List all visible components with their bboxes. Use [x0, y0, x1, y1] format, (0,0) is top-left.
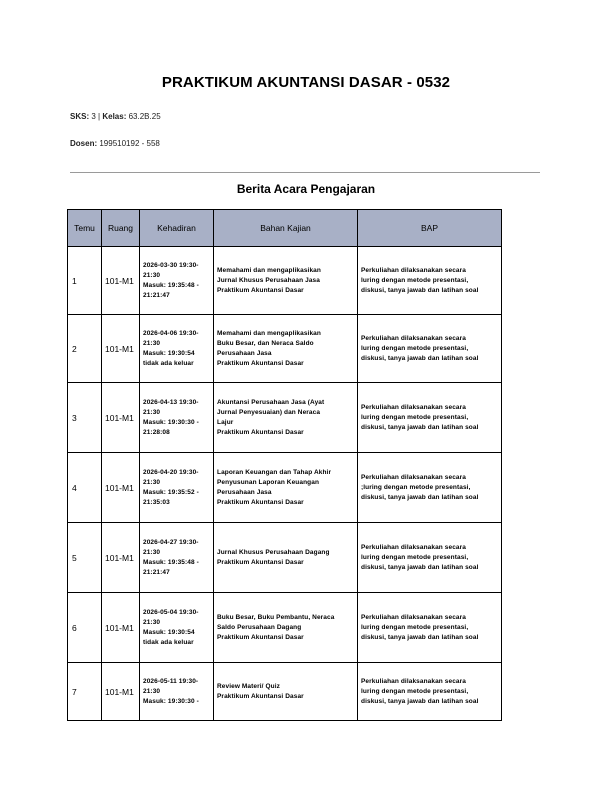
- bahan-line: Jurnal Khusus Perusahaan Jasa: [217, 276, 320, 284]
- bap-line: diskusi, tanya jawab dan latihan soal: [361, 633, 479, 641]
- kehadiran-line: Masuk: 19:35:52 -: [143, 488, 199, 496]
- kehadiran-line: Masuk: 19:35:48 -: [143, 281, 199, 289]
- table-row: [68, 593, 502, 663]
- sks-kelas-line: SKS: 3 | Kelas: 63.2B.25: [70, 112, 161, 121]
- column-header-bahan-kajian: Bahan Kajian: [214, 210, 358, 247]
- bap-line: diskusi, tanya jawab dan latihan soal: [361, 354, 479, 362]
- bap-line: diskusi, tanya jawab dan latihan soal: [361, 493, 479, 501]
- bap-line: Perkuliahan dilaksanakan secara: [361, 473, 466, 481]
- berita-acara-table: [67, 209, 502, 721]
- kehadiran-line: 2026-04-27 19:30-21:30: [143, 538, 199, 556]
- cell-ruang: 101-M1: [102, 247, 140, 315]
- bap-line: Perkuliahan dilaksanakan secara: [361, 677, 466, 685]
- cell-bahan: [214, 593, 358, 663]
- bahan-line: Buku Besar, dan Neraca Saldo: [217, 339, 314, 347]
- cell-temu: 4: [68, 453, 102, 523]
- cell-bap: [358, 315, 502, 383]
- bahan-line: Penyusunan Laporan Keuangan: [217, 478, 320, 486]
- cell-temu: 2: [68, 315, 102, 383]
- kehadiran-line: tidak ada keluar: [143, 638, 194, 646]
- bahan-line: Praktikum Akuntansi Dasar: [217, 428, 304, 436]
- kehadiran-line: 21:35:03: [143, 498, 170, 506]
- cell-ruang: 101-M1: [102, 383, 140, 453]
- cell-kehadiran: [140, 523, 214, 593]
- column-header-bap: BAP: [358, 210, 502, 247]
- cell-kehadiran: [140, 663, 214, 721]
- bahan-line: Laporan Keuangan dan Tahap Akhir: [217, 468, 332, 476]
- divider: [70, 172, 540, 173]
- bahan-line: Lajur: [217, 418, 234, 426]
- cell-temu: 1: [68, 247, 102, 315]
- column-header-temu: Temu: [68, 210, 102, 247]
- bap-line: luring dengan metode presentasi,: [361, 553, 469, 561]
- cell-bahan: [214, 523, 358, 593]
- bap-line: diskusi, tanya jawab dan latihan soal: [361, 563, 479, 571]
- kehadiran-line: 2026-04-06 19:30-21:30: [143, 329, 199, 347]
- cell-ruang: 101-M1: [102, 453, 140, 523]
- dosen-line: [70, 139, 160, 148]
- bap-line: ;luring dengan metode presentasi,: [361, 483, 471, 491]
- cell-bahan: [214, 453, 358, 523]
- bahan-line: Perusahaan Jasa: [217, 488, 272, 496]
- table-row: [68, 663, 502, 721]
- kehadiran-line: 2026-05-04 19:30-21:30: [143, 608, 199, 626]
- cell-bap: [358, 453, 502, 523]
- kehadiran-line: Masuk: 19:30:30 -: [143, 418, 199, 426]
- cell-temu: 6: [68, 593, 102, 663]
- bahan-line: Akuntansi Perusahaan Jasa (Ayat: [217, 398, 325, 406]
- kehadiran-line: Masuk: 19:35:48 -: [143, 558, 199, 566]
- kehadiran-line: 21:21:47: [143, 568, 170, 576]
- kelas-label: Kelas:: [102, 112, 127, 121]
- cell-ruang: 101-M1: [102, 593, 140, 663]
- bap-line: luring dengan metode presentasi,: [361, 623, 469, 631]
- bap-line: diskusi, tanya jawab dan latihan soal: [361, 697, 479, 705]
- cell-temu: 5: [68, 523, 102, 593]
- bahan-line: Praktikum Akuntansi Dasar: [217, 558, 304, 566]
- cell-bahan: [214, 315, 358, 383]
- bap-line: luring dengan metode presentasi,: [361, 344, 469, 352]
- bahan-line: Praktikum Akuntansi Dasar: [217, 692, 304, 700]
- dosen-value: 199510192 - 558: [99, 139, 160, 148]
- kehadiran-line: 21:21:47: [143, 291, 170, 299]
- bap-line: Perkuliahan dilaksanakan secara: [361, 543, 466, 551]
- bap-line: luring dengan metode presentasi,: [361, 687, 469, 695]
- kehadiran-line: 2026-05-11 19:30-21:30: [143, 677, 199, 695]
- bahan-line: Praktikum Akuntansi Dasar: [217, 498, 304, 506]
- bahan-line: Praktikum Akuntansi Dasar: [217, 286, 304, 294]
- kehadiran-line: tidak ada keluar: [143, 359, 194, 367]
- bap-line: Perkuliahan dilaksanakan secara: [361, 266, 466, 274]
- kehadiran-line: 2026-03-30 19:30-21:30: [143, 261, 199, 279]
- kehadiran-line: Masuk: 19:30:54: [143, 628, 195, 636]
- cell-kehadiran: [140, 315, 214, 383]
- cell-kehadiran: [140, 247, 214, 315]
- cell-bahan: [214, 663, 358, 721]
- bap-line: Perkuliahan dilaksanakan secara: [361, 334, 466, 342]
- sks-label: SKS:: [70, 112, 90, 121]
- section-title: Berita Acara Pengajaran: [236, 182, 376, 196]
- kehadiran-line: Masuk: 19:30:54: [143, 349, 195, 357]
- table-row: [68, 315, 502, 383]
- cell-bap: [358, 247, 502, 315]
- column-header-ruang: Ruang: [102, 210, 140, 247]
- bap-line: Perkuliahan dilaksanakan secara: [361, 613, 466, 621]
- table-row: [68, 523, 502, 593]
- cell-kehadiran: [140, 383, 214, 453]
- cell-bahan: [214, 383, 358, 453]
- sks-value: 3: [91, 112, 96, 121]
- dosen-label: Dosen:: [70, 139, 98, 148]
- bahan-line: Jurnal Khusus Perusahaan Dagang: [217, 548, 330, 556]
- bahan-line: Jurnal Penyesuaian) dan Neraca: [217, 408, 321, 416]
- bap-line: diskusi, tanya jawab dan latihan soal: [361, 286, 479, 294]
- cell-bap: [358, 383, 502, 453]
- kehadiran-line: Masuk: 19:30:30 -: [143, 697, 199, 705]
- kehadiran-line: 2026-04-20 19:30-21:30: [143, 468, 199, 486]
- bahan-line: Praktikum Akuntansi Dasar: [217, 359, 304, 367]
- cell-temu: 3: [68, 383, 102, 453]
- bahan-line: Praktikum Akuntansi Dasar: [217, 633, 304, 641]
- cell-bap: [358, 593, 502, 663]
- kehadiran-line: 21:28:08: [143, 428, 170, 436]
- cell-bap: [358, 663, 502, 721]
- column-header-kehadiran: Kehadiran: [140, 210, 214, 247]
- bahan-line: Buku Besar, Buku Pembantu, Neraca: [217, 613, 335, 621]
- cell-ruang: 101-M1: [102, 315, 140, 383]
- bap-line: luring dengan metode presentasi,: [361, 276, 469, 284]
- kelas-value: 63.2B.25: [128, 112, 161, 121]
- table-row: [68, 383, 502, 453]
- table-row: [68, 453, 502, 523]
- cell-kehadiran: [140, 453, 214, 523]
- cell-ruang: 101-M1: [102, 523, 140, 593]
- cell-temu: 7: [68, 663, 102, 721]
- bahan-line: Review Materi/ Quiz: [217, 682, 280, 690]
- bap-line: luring dengan metode presentasi,: [361, 413, 469, 421]
- bahan-line: Perusahaan Jasa: [217, 349, 272, 357]
- cell-bap: [358, 523, 502, 593]
- bahan-line: Memahami dan mengaplikasikan: [217, 266, 321, 274]
- bahan-line: Memahami dan mengaplikasikan: [217, 329, 321, 337]
- table-row: [68, 247, 502, 315]
- bahan-line: Saldo Perusahaan Dagang: [217, 623, 302, 631]
- cell-kehadiran: [140, 593, 214, 663]
- page-title: PRAKTIKUM AKUNTANSI DASAR - 0532: [161, 74, 451, 91]
- table-header-row: [68, 210, 502, 247]
- cell-ruang: 101-M1: [102, 663, 140, 721]
- bap-line: diskusi, tanya jawab dan latihan soal: [361, 423, 479, 431]
- kehadiran-line: 2026-04-13 19:30-21:30: [143, 398, 199, 416]
- bap-line: Perkuliahan dilaksanakan secara: [361, 403, 466, 411]
- cell-bahan: [214, 247, 358, 315]
